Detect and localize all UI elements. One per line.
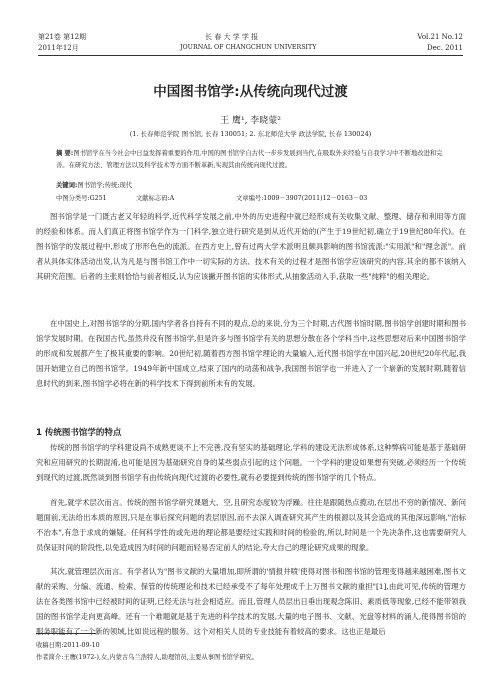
footnote-author: 作者简介:王鹰(1972-),女,内蒙古乌兰浩特人,助理馆员,主要从事图书馆学研究。 [36,654,259,661]
clc-number: 中图分类号:G251 [56,195,107,202]
issue-date-cn: 2011年12月 [38,44,79,52]
section1-paragraph-3: 其次,就管理层次而言。有学者认为"图书文献的大量增加,即所谓的'情报井喷'使得对图书和图书馆的管理变得越来越困难,图书文献的采购、分编、流通、检索、保管的传统理论和技术已经承受不了每年处理成千上万图书文献的重担"[1],由此可见,传统的管理方法在各类图书馆中已经被时间的证明,已经无法与社会相适应。而且,管理人员层出日垂出现观念陈旧、素质低等现象,已经不能带领我国的图书馆学走向更高峰。还有一个难题就是基于先进的科学技术的发展,大量的电子图书、文献、光盘等材料的涌人,使得图书馆的服务职能有了一个新的领域,比如说远程的服务。这个对相关人员的专业技能有着较高的要求。这也正是最后 [36,567,466,636]
volume-issue-en: Vol.21 No.12 [417,33,463,41]
article-title: 中国图书馆学:从传统向现代过渡 [153,84,348,100]
issue-date-en: Dec. 2011 [427,44,463,52]
section1-paragraph-1: 传统的图书馆学的学科建设尚不成熟更谈不上不完善,没有坚实的基础理论,学科的建设无法形成体系,这种弊病可能是基于基础研究和应用研究的长期混淆,也可能是因为基础研究自身的某些弱点引起的这个问题。一个学科的建设如果想有突破,必须经历一个传统到现代的过渡,既然谈到图书馆学有由传统向现代过渡的必要性,就有必要提到传统的图书馆学的几个特点。 [36,443,466,482]
keywords [56,180,446,192]
keywords-label: 关键词: [56,182,78,189]
footnote-rule [36,633,96,634]
header-rule [38,55,463,56]
intro-paragraph-1: 图书馆学是一门既古老又年轻的科学,近代科学发展之前,中外的历史进程中就已经形成有关收集文献、整理、储存和利用等方面的经验和体系。而人们真正将图书馆学作为一门科学,独立进行研究是到从近代开始的(产生于19世纪初,确立于19世纪80年代)。在图书馆学的发展过程中,形成了形形色色的流派。在西方史上,曾有过两大学术派明且颇具影响的图书馆流派:"实用派"和"理念派"。前者从具体实体活动出发,认为凡是与图书馆工作中一切实际的方法、技术有关的过程才是图书馆学应该研究的内容,其余的都不该纳入其研究范围。后者的主张则恰恰与前者相反,认为应该撇开图书馆的实体形式,从抽象活动入手,获取一些"纯粹"的相关理论。 [36,212,466,281]
abstract-label: 摘 要: [56,150,74,157]
section1-paragraph-2: 首先,就学术层次而言。传统的图书馆学研究课题大、空,且研究态度较为浮躁。往往是跟随热点揽动,在层出不穷的新情况、新问题面前,无法给出本质的原因,只是在事后探究问题的表层原因,而不去深入调查研究其产生的根源以及其会造成的其他深远影响,"治标不治本",有急于求成的嫌疑。任何科学性的或先进的理论都是要经过实践和时间的检验的,所以,时间是一个先决条件,这也需要研究人员保证时间的阶段性,以免造成因为时间的问题而轻易否定前人的结论,夸大自己的理论研究成果的现象。 [36,498,466,552]
abstract-text: 图书馆学在当今社会中日益发挥着重要的作用,中国的图书馆学自古代一步步发展到当代,在吸取外来经验与自我学习中不断地改进和完善。在研究方法、管理方法以及科学技术等方面不断革新,实现其由传统向现代过渡。 [56,150,443,169]
intro-paragraph-2: 在中国史上,对图书馆学的分期,国内学者各自持有不同的观点,总的来说,分为三个时期,古代图书馆时期,图书馆学创建时期和图书馆学发展时期。在我国古代,虽然并没有图书馆学,但是许多与图书馆学有关的思想分散在各个学科当中,这些思想对后来中国图书馆学的形成和发展都产生了极其重要的影响。20世纪初,随着西方图书馆学理论的大量输入,近代图书馆学在中国兴起,20世纪20年代起,我国开始建立自己的图书馆学。1949年新中国成立,结束了国内的动荡和战争,我国图书馆学也一并进入了一个崭新的发展时期,随着信息时代的到来,图书馆学必将在新的科学技术下得到前所未有的发展。 [36,319,466,388]
volume-issue-cn: 第21卷 第12期 [38,33,87,41]
document-code: 文献标志码:A [136,195,175,202]
abstract [56,148,446,172]
journal-name-cn: 长 春 大 学 学 报 [205,33,259,41]
author-list: 王 鹰¹, 李晓蒙² [220,116,281,126]
journal-name-en: JOURNAL OF CHANGCHUN UNIVERSITY [180,44,317,51]
author-affiliation: (1. 长春师范学院 图书馆, 长春 130051; 2. 东北师范大学 政法学院, 长春 130024) [129,130,372,138]
section-heading-1: 1 传统图书馆学的特点 [36,428,122,438]
article-number: 文章编号:1009－3907(2011)12－0163－03 [236,195,368,202]
footnote-received: 收稿日期:2011-09-10 [36,642,100,649]
keywords-text: 图书馆学;传统;现代 [77,182,133,189]
